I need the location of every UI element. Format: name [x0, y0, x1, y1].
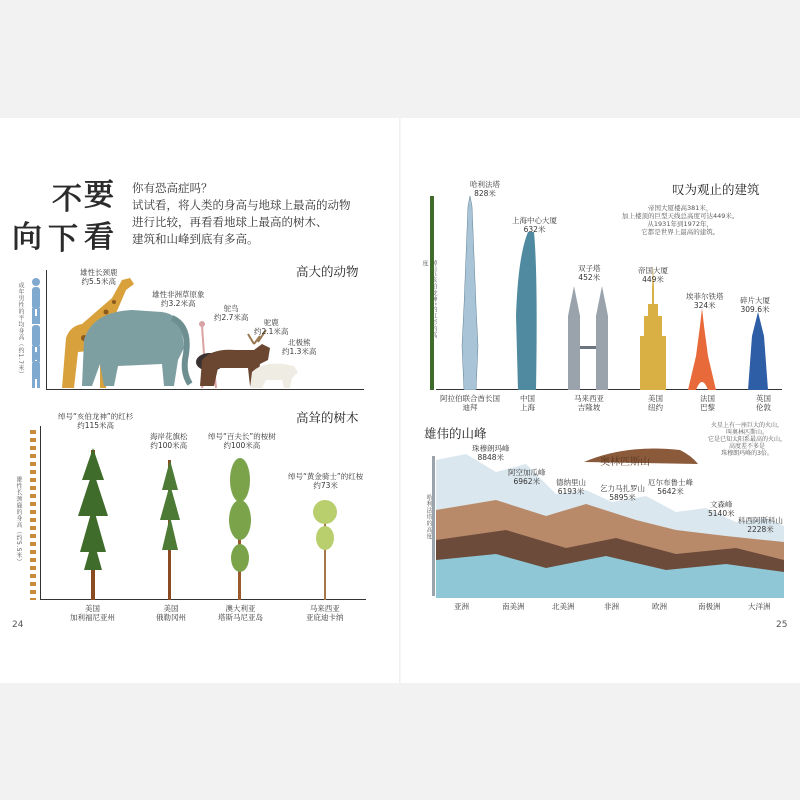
peak-label: 科西阿斯科山 2228米: [738, 516, 783, 534]
shanghai-tower-icon: [516, 232, 537, 390]
title-char: 要: [84, 178, 114, 213]
olympus-label: 奥林匹斯山: [600, 457, 650, 468]
empire-state-building-icon: [640, 266, 666, 390]
peak-label: 文森峰 5140米: [708, 500, 735, 518]
continent-label: 北美洲: [552, 602, 575, 611]
tree-place: 美国 俄勒冈州: [156, 604, 186, 622]
buildings-section-title: 叹为观止的建筑: [672, 182, 760, 197]
petronas-towers-icon: [568, 286, 608, 390]
page-number-left: 24: [12, 620, 24, 630]
intro-text: 你有恐高症吗？ 试试看，将人类的身高与地球上最高的动物 进行比较，再看看地球上最高的树木、 建筑和山峰到底有多高。: [132, 181, 351, 246]
tree-place: 澳大利亚 塔斯马尼亚岛: [218, 604, 263, 622]
tree-label: 绰号“百夫长”的桉树 约100米高: [208, 432, 276, 450]
building-label: 哈利法塔 828米: [470, 180, 500, 198]
continent-label: 南美洲: [502, 602, 525, 611]
continent-label: 非洲: [604, 602, 619, 611]
peak-label: 德纳里山 6193米: [556, 478, 586, 496]
tree-label: 海岸花旗松 约100米高: [150, 432, 188, 450]
animal-label: 驼鹿 约2.1米高: [254, 318, 289, 336]
animal-label: 雄性非洲草原象 约3.2米高: [152, 290, 205, 308]
empire-state-note: 帝国大厦楼高381米， 加上楼顶的巨型天线总高度可达449米。 从1931年到1972年， 它都是世界上最高的建筑。: [622, 204, 739, 236]
continent-label: 大洋洲: [748, 602, 771, 611]
eiffel-tower-icon: [688, 308, 716, 390]
building-label: 上海中心大厦 632米: [512, 216, 557, 234]
animal-label: 鸵鸟 约2.7米高: [214, 304, 249, 322]
tree-label: 绰号“亥伯龙神”的红杉 约115米高: [58, 412, 134, 430]
tree-label: 绰号“黄金骑士”的红桉 约73米: [288, 472, 364, 490]
animals-axis-label: 成年男性的平均身高（约1.7米）: [17, 282, 24, 378]
human-silhouette-icon: [32, 278, 40, 388]
page-number-right: 25: [776, 620, 788, 630]
building-label: 双子塔 452米: [578, 264, 601, 282]
trees-illustration: [40, 420, 370, 600]
tree-place: 马来西亚 亚庇迪卡纳: [306, 604, 344, 622]
red-meranti-icon: [313, 500, 337, 600]
building-place: 中国 上海: [520, 394, 535, 412]
peak-label: 珠穆朗玛峰 8848米: [472, 444, 510, 462]
book-gutter: [399, 118, 401, 683]
continent-label: 南极洲: [698, 602, 721, 611]
continent-label: 亚洲: [454, 602, 469, 611]
shard-icon: [748, 312, 768, 390]
animal-label: 北极熊 约1.3米高: [282, 338, 317, 356]
title-char: 下: [48, 222, 78, 257]
building-place: 法国 巴黎: [700, 394, 715, 412]
building-place: 英国 伦敦: [756, 394, 771, 412]
trees-axis-label: 雄性长颈鹿的身高（约5.5米）: [15, 476, 22, 566]
redwood-scale-icon: [430, 196, 434, 390]
continent-label: 欧洲: [652, 602, 667, 611]
trees-section-title: 高耸的树木: [296, 410, 359, 425]
animals-section-title: 高大的动物: [296, 264, 359, 279]
building-place: 美国 纽约: [648, 394, 663, 412]
building-label: 帝国大厦 449米: [638, 266, 668, 284]
building-label: 埃菲尔铁塔 324米: [686, 292, 724, 310]
building-place: 马来西亚 吉隆坡: [574, 394, 604, 412]
peak-label: 乞力马扎罗山 5895米: [600, 484, 645, 502]
building-place: 阿拉伯联合酋长国 迪拜: [440, 394, 500, 412]
animals-illustration: [22, 268, 372, 392]
tree-place: 美国 加利福尼亚州: [70, 604, 115, 622]
redwood-tree-icon: [78, 448, 108, 600]
animal-label: 雄性长颈鹿 约5.5米高: [80, 268, 118, 286]
building-label: 碎片大厦 309.6米: [740, 296, 770, 314]
title-char: 向: [12, 220, 42, 255]
eucalyptus-tree-icon: [229, 458, 251, 600]
buildings-illustration: [440, 196, 780, 390]
douglas-fir-icon: [160, 460, 180, 600]
peak-label: 阿空加瓜峰 6962米: [508, 468, 546, 486]
olympus-note: 火星上有一座巨大的火山， 叫奥林匹斯山。 它是已知太阳系最高的火山， 高度差不多是 珠穆朗玛峰的3倍。: [708, 422, 787, 457]
mountains-section-title: 雄伟的山峰: [424, 426, 487, 441]
burj-scale-icon: [432, 456, 435, 596]
title-char: 看: [84, 220, 114, 255]
mountains-axis-label: 哈利法塔的高度: [425, 494, 432, 540]
giraffe-scale-icon: [30, 430, 36, 600]
buildings-axis-label: 度: [421, 260, 428, 267]
burj-khalifa-icon: [462, 196, 478, 390]
elephant-icon: [82, 310, 190, 386]
title-char: 不: [52, 182, 82, 217]
peak-label: 厄尔布鲁士峰 5642米: [648, 478, 693, 496]
